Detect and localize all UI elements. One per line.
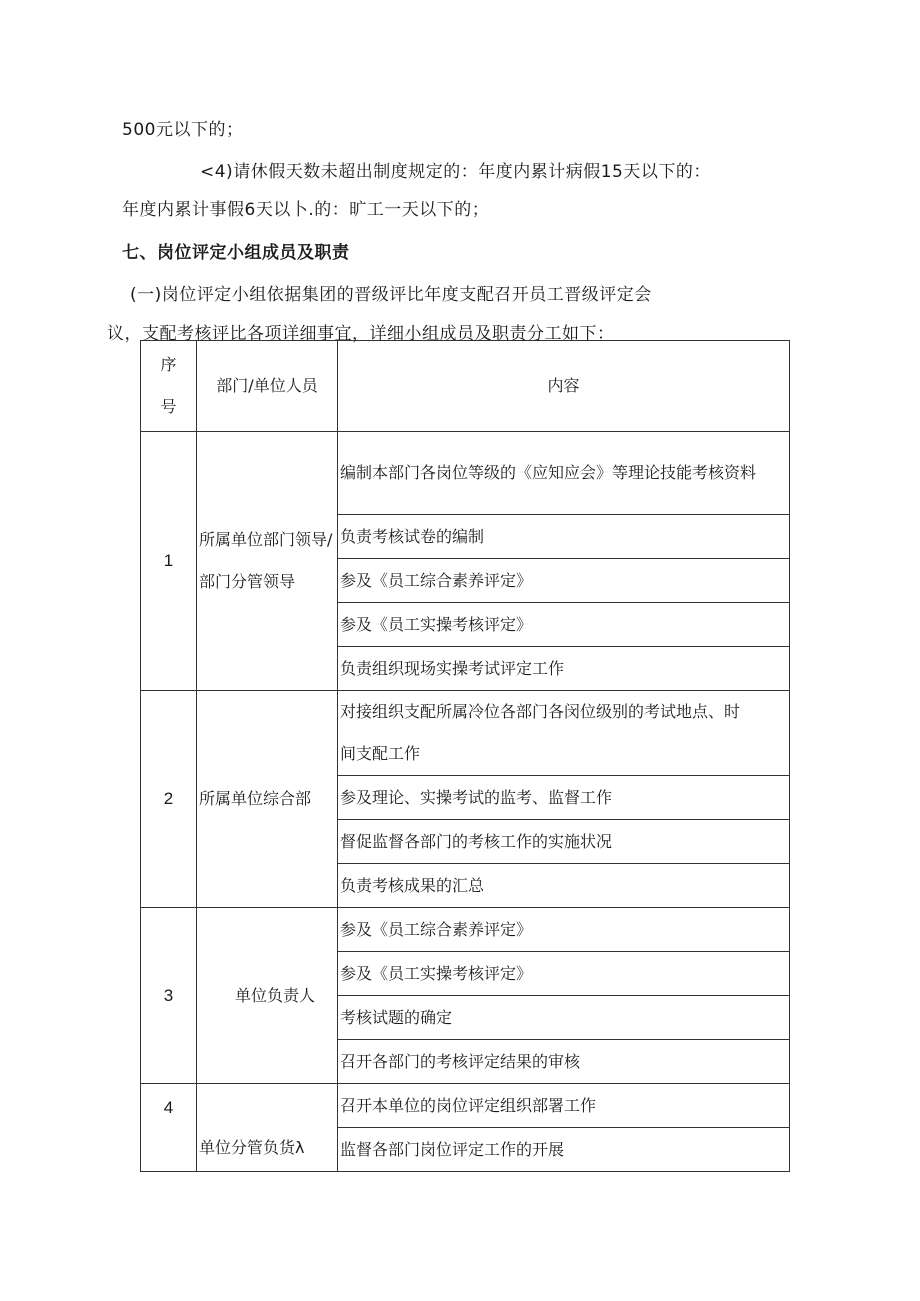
table-row xyxy=(141,691,790,776)
content-cell: 督促监督各部门的考核工作的实施状况 xyxy=(338,820,790,864)
header-dept: 部门/单位人员 xyxy=(197,341,338,432)
section-heading: 七、岗位评定小组成员及职责 xyxy=(122,243,350,263)
content-cell: 监督各部门岗位评定工作的开展 xyxy=(338,1128,790,1172)
table-row xyxy=(141,908,790,952)
content-cell: 参及《员工综合素养评定》 xyxy=(338,908,790,952)
content-cell: 负责组织现场实操考试评定工作 xyxy=(338,647,790,691)
content-cell: 参及《员工实操考核评定》 xyxy=(338,952,790,996)
seq-cell: 3 xyxy=(141,908,197,1084)
content-cell: 参及《员工实操考核评定》 xyxy=(338,603,790,647)
content-cell: 编制本部门各岗位等级的《应知应会》等理论技能考核资料 xyxy=(338,432,790,515)
content-cell: 考核试题的确定 xyxy=(338,996,790,1040)
content-cell: 参及理论、实操考试的监考、监督工作 xyxy=(338,776,790,820)
seq-cell: 1 xyxy=(141,432,197,691)
table-header-row xyxy=(141,341,790,432)
seq-cell: 4 xyxy=(141,1084,197,1172)
text-line-500-yuan: 500元以下的； xyxy=(122,120,244,140)
text-line-personal-leave: 年度内累计事假6天以卜.的：旷工一天以下的； xyxy=(122,200,490,220)
content-cell: 召开各部门的考核评定结果的审核 xyxy=(338,1040,790,1084)
text-line-leave-days: <4)请休假天数未超出制度规定的：年度内累计病假15天以下的： xyxy=(200,162,711,182)
content-cell: 对接组织支配所属冷位各部门各闵位级别的考试地点、时间支配工作 xyxy=(338,691,790,776)
dept-cell: 所属单位综合部 xyxy=(197,691,338,908)
table-row xyxy=(141,1084,790,1128)
intro-paragraph-line1: (一)岗位评定小组依据集团的晋级评比年度支配召开员工晋级评定会 xyxy=(130,285,652,305)
header-content: 内容 xyxy=(338,341,790,432)
responsibility-table xyxy=(140,340,790,1172)
intro-paragraph-line2: 议，支配考核评比各项详细事宜，详细小组成员及职责分工如下： xyxy=(107,324,615,344)
content-cell: 参及《员工综合素养评定》 xyxy=(338,559,790,603)
dept-cell: 单位负责人 xyxy=(197,908,338,1084)
content-cell: 负责考核成果的汇总 xyxy=(338,864,790,908)
dept-cell: 所属单位部门领导/部门分管领导 xyxy=(197,432,338,691)
content-cell: 召开本单位的岗位评定组织部署工作 xyxy=(338,1084,790,1128)
dept-cell: 单位分管负货λ xyxy=(197,1084,338,1172)
table-row xyxy=(141,432,790,515)
content-cell: 负责考核试卷的编制 xyxy=(338,515,790,559)
header-seq: 序号 xyxy=(141,341,197,432)
seq-cell: 2 xyxy=(141,691,197,908)
